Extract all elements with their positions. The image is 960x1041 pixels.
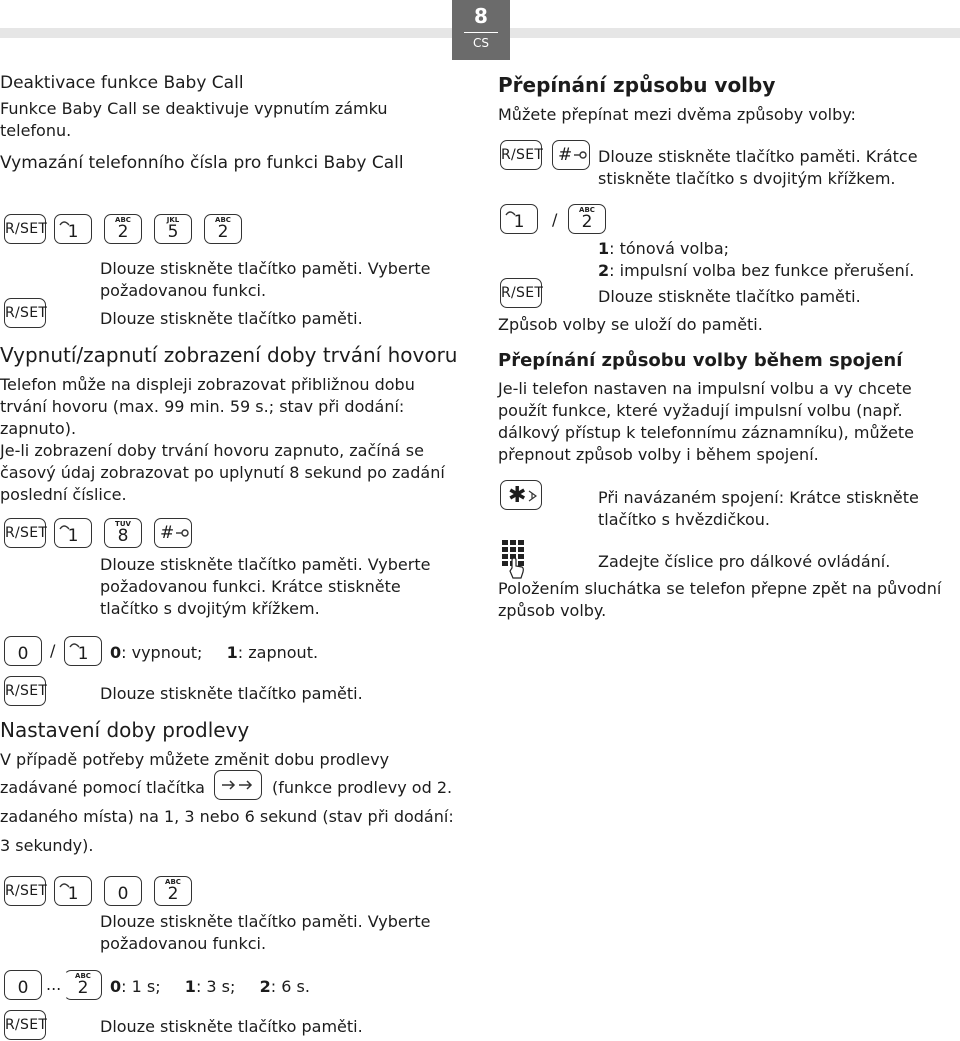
during-line2: použít funkce, které vyžadují impulsní volbu (např. (498, 401, 903, 420)
slash: / (552, 210, 558, 229)
duration-p1-line3: zapnuto). (0, 419, 77, 438)
rset-key: R/SET (4, 676, 46, 706)
text-baby-deactivate-1: Funkce Baby Call se deaktivuje vypnutím zámku (0, 99, 388, 118)
key-1: 1 (64, 636, 102, 666)
star-line1: Při navázaném spojení: Krátce stiskněte (598, 488, 919, 507)
heading-baby-call-deactivation: Deaktivace funkce Baby Call (0, 73, 244, 93)
rset-key: R/SET (4, 518, 46, 548)
dial-step-b: Dlouze stiskněte tlačítko paměti. (598, 287, 861, 306)
step3-line2: požadovanou funkci. (100, 934, 267, 953)
step2-line3: tlačítko s dvojitým křížkem. (100, 599, 320, 618)
onoff-text: 0: vypnout; 1: zapnout. (110, 643, 319, 662)
key-1: 1 (500, 204, 538, 234)
duration-p2-line1: Je-li zobrazení doby trvání hovoru zapnuto, začíná se (0, 441, 424, 460)
step1b-text: Dlouze stiskněte tlačítko paměti. (100, 309, 363, 328)
rset-key: R/SET (500, 140, 542, 170)
hash-key: # (552, 140, 590, 170)
delay-line1: V případě potřeby můžete změnit dobu prodlevy (0, 750, 390, 769)
delay-line2b: (funkce prodlevy od 2. (272, 778, 453, 797)
page-number: 8 (474, 4, 488, 28)
key-5: JKL 5 (154, 214, 192, 244)
digits-text: Zadejte číslice pro dálkové ovládání. (598, 552, 891, 571)
heading-baby-call-delete: Vymazání telefonního čísla pro funkci Baby Call (0, 153, 404, 173)
during-line4: přepnout způsob volby i během spojení. (498, 445, 819, 464)
pause-arrows-icon (221, 778, 255, 792)
step2-line2: požadovanou funkci. Krátce stiskněte (100, 577, 401, 596)
duration-p1-line2: trvání hovoru (max. 99 min. 59 s.; stav při dodání: (0, 397, 405, 416)
during-line3: dálkový přístup k telefonnímu záznamníku), můžete (498, 423, 914, 442)
pulse-option: 2: impulsní volba bez funkce přerušení. (598, 261, 915, 280)
key-2: ABC 2 (64, 970, 102, 1000)
key-0: 0 (4, 970, 42, 1000)
step2-line1: Dlouze stiskněte tlačítko paměti. Vyberte (100, 555, 431, 574)
dial-step-line2: stiskněte tlačítko s dvojitým křížkem. (598, 169, 896, 188)
pause-key (214, 770, 262, 800)
step3-line1: Dlouze stiskněte tlačítko paměti. Vyberte (100, 912, 431, 931)
step1-line1: Dlouze stiskněte tlačítko paměti. Vyberte (100, 259, 431, 278)
dial-saved: Způsob volby se uloží do paměti. (498, 315, 763, 334)
ellipsis: ... (46, 975, 62, 994)
key-1: 1 (54, 214, 92, 244)
heading-delay: Nastavení doby prodlevy (0, 718, 250, 742)
heading-dial-during-call: Přepínání způsobu volby během spojení (498, 350, 903, 371)
rset-key: R/SET (4, 1010, 46, 1040)
rset-key: R/SET (4, 876, 46, 906)
key-0: 0 (104, 876, 142, 906)
during-line1: Je-li telefon nastaven na impulsní volbu a vy chcete (498, 379, 912, 398)
key-1: 1 (54, 876, 92, 906)
tone-option: 1: tónová volba; (598, 239, 730, 258)
tab-divider (464, 32, 498, 33)
key-2: ABC 2 (568, 204, 606, 234)
delay-options: 0: 1 s; 1: 3 s; 2: 6 s. (110, 977, 310, 996)
rset-key: R/SET (500, 278, 542, 308)
key-0: 0 (4, 636, 42, 666)
keypad-icon (500, 538, 530, 580)
duration-p2-line2: časový údaj zobrazovat po uplynutí 8 sekund po zadání (0, 463, 445, 482)
delay-line4: 3 sekundy). (0, 836, 94, 855)
key-lock-icon (573, 150, 587, 160)
step3b-text: Dlouze stiskněte tlačítko paměti. (100, 1017, 363, 1036)
slash: / (50, 641, 56, 660)
end-line2: způsob volby. (498, 601, 607, 620)
hash-key: # (154, 518, 192, 548)
star-line2: tlačítko s hvězdičkou. (598, 510, 770, 529)
step2b-text: Dlouze stiskněte tlačítko paměti. (100, 684, 363, 703)
duration-p1-line1: Telefon může na displeji zobrazovat přibližnou dobu (0, 375, 415, 394)
dial-intro: Můžete přepínat mezi dvěma způsoby volby: (498, 105, 856, 124)
rset-key: R/SET (4, 298, 46, 328)
heading-dial-mode: Přepínání způsobu volby (498, 73, 776, 97)
tone-switch-icon (528, 490, 537, 502)
dial-step-line1: Dlouze stiskněte tlačítko paměti. Krátce (598, 147, 918, 166)
star-key: ✱ (500, 480, 542, 510)
heading-call-duration: Vypnutí/zapnutí zobrazení doby trvání hovoru (0, 343, 458, 367)
text-baby-deactivate-2: telefonu. (0, 121, 72, 140)
key-2: ABC 2 (104, 214, 142, 244)
end-line1: Položením sluchátka se telefon přepne zpět na původní (498, 579, 942, 598)
delay-line2a: zadávané pomocí tlačítka (0, 778, 205, 797)
step1-line2: požadovanou funkci. (100, 281, 267, 300)
delay-line3: zadaného místa) na 1, 3 nebo 6 sekund (stav při dodání: (0, 807, 454, 826)
key-8: TUV 8 (104, 518, 142, 548)
key-2: ABC 2 (154, 876, 192, 906)
language-code: CS (473, 36, 489, 50)
key-1: 1 (54, 518, 92, 548)
duration-p2-line3: poslední číslice. (0, 485, 127, 504)
key-lock-icon (175, 528, 189, 538)
key-2: ABC 2 (204, 214, 242, 244)
page-tab (452, 0, 510, 60)
rset-key: R/SET (4, 214, 46, 244)
